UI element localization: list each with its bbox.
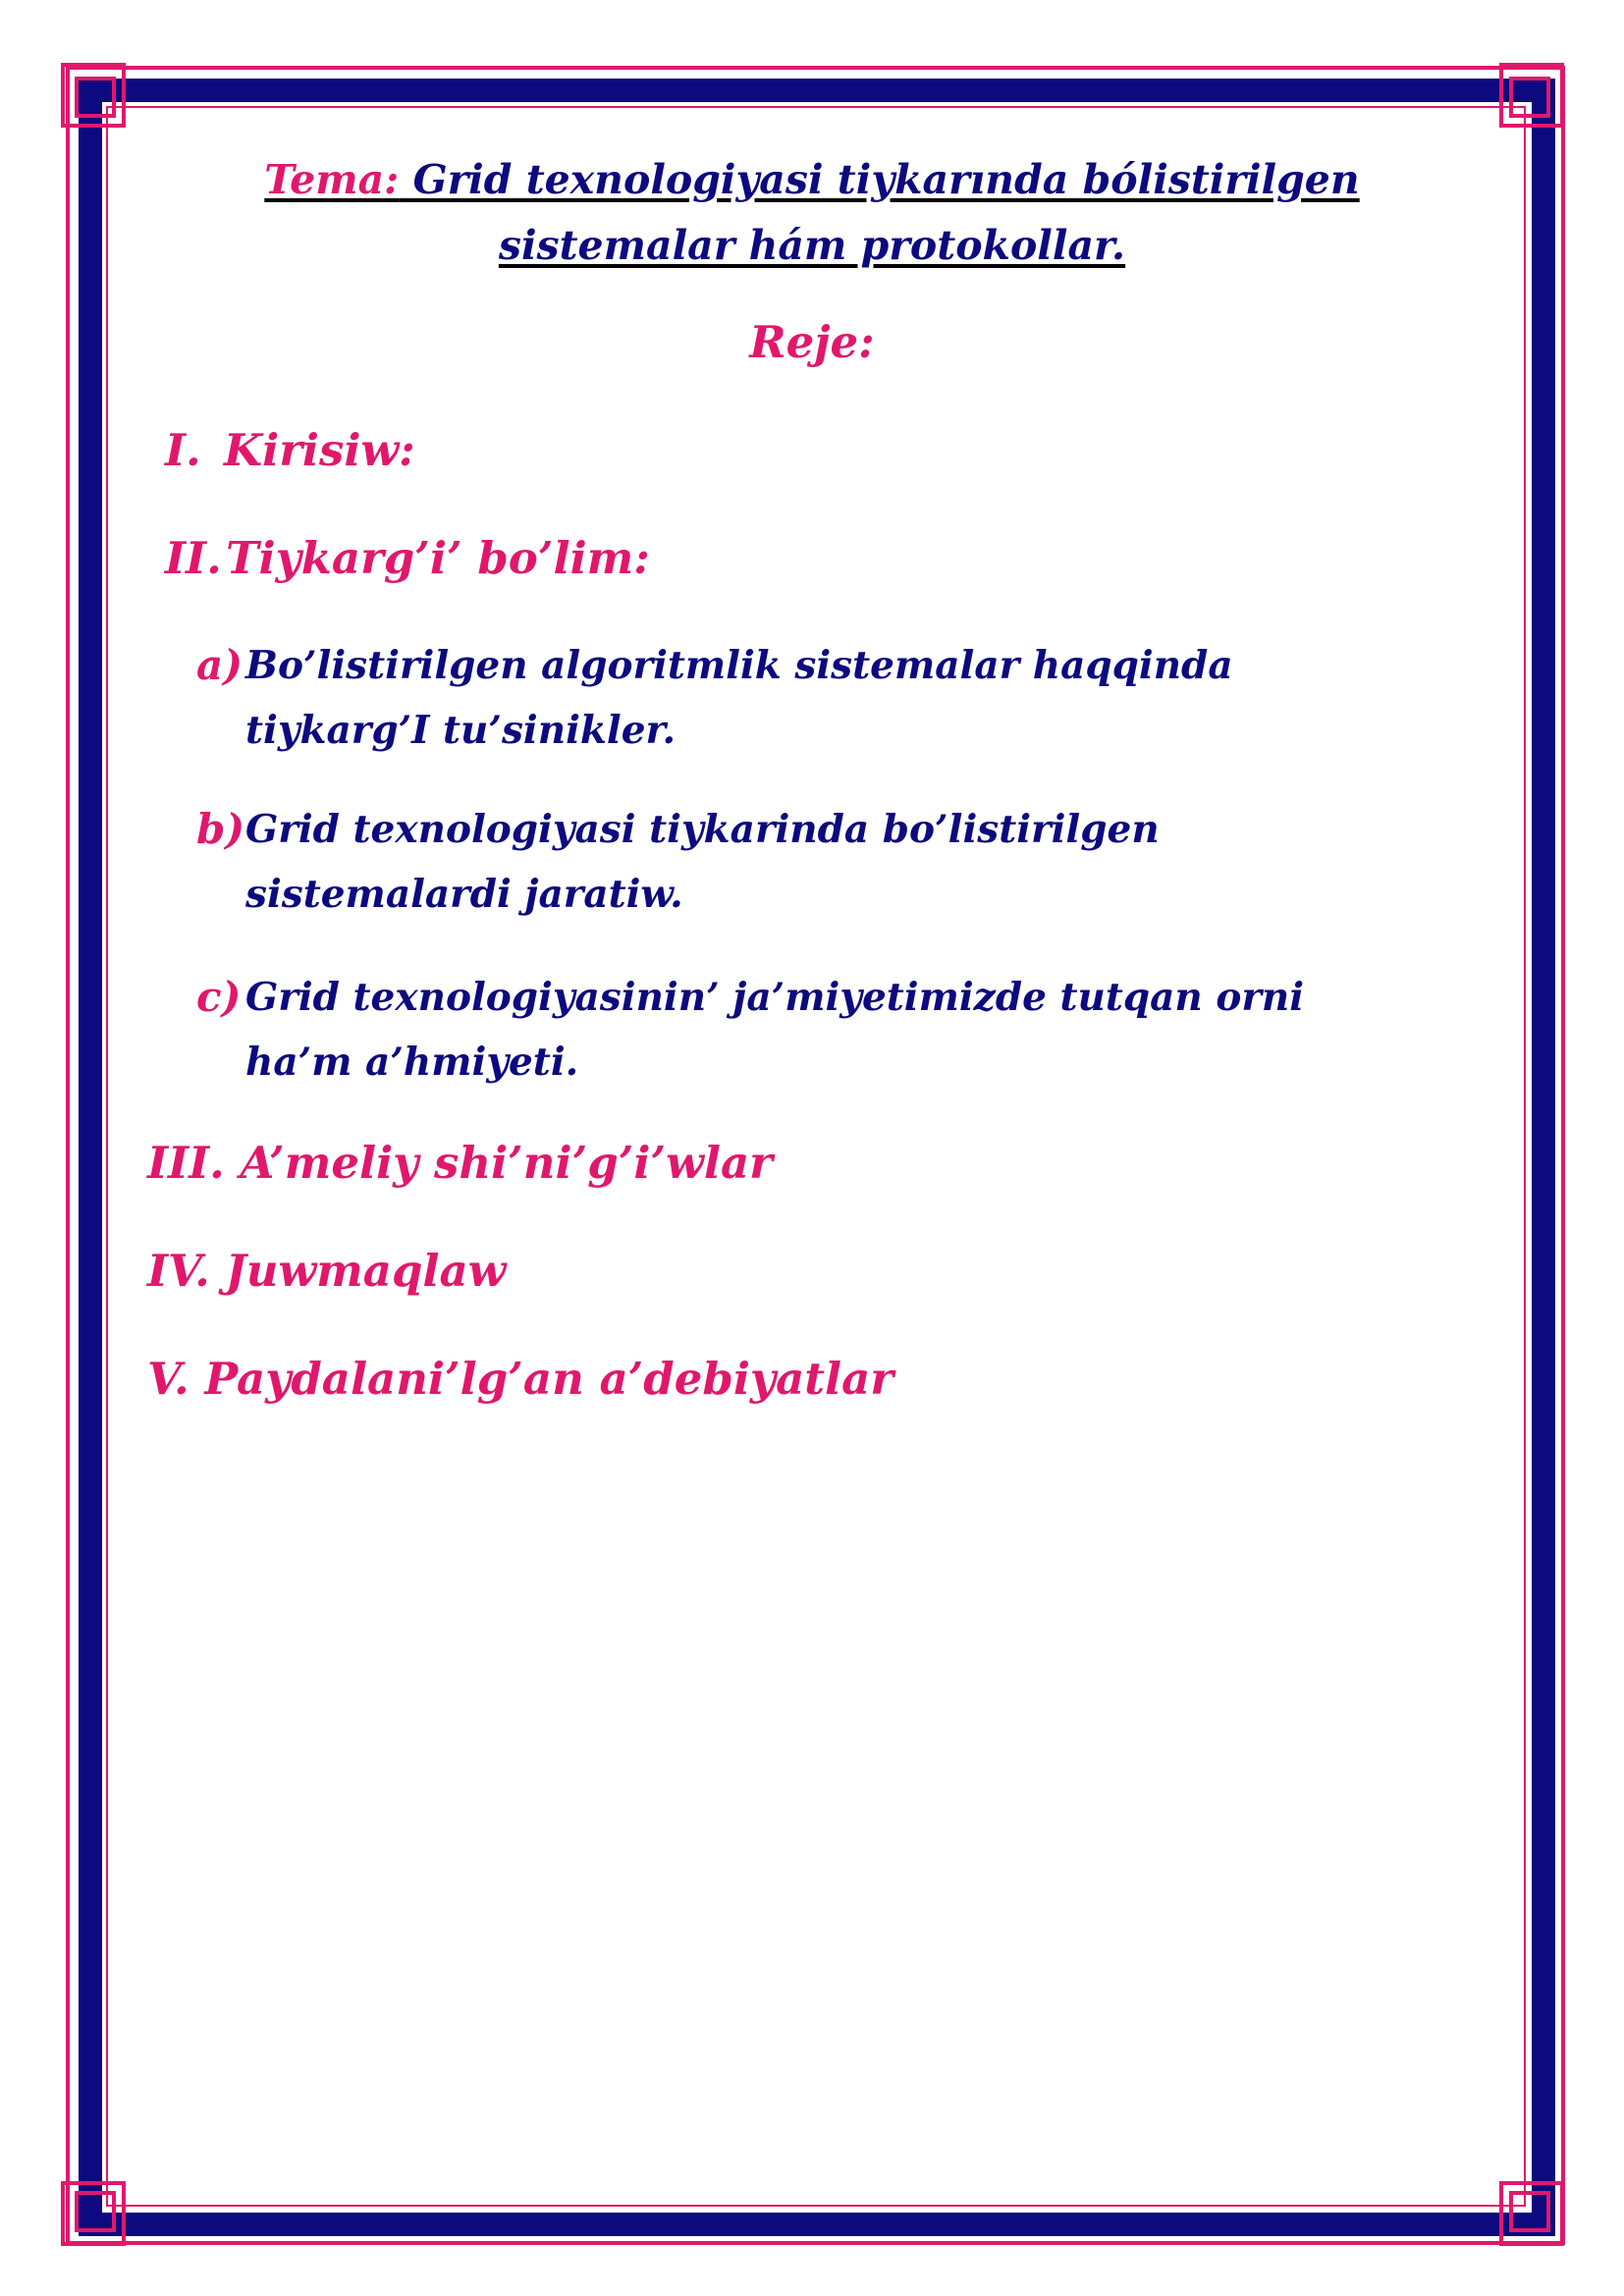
- corner-ornament-top-right: [1499, 63, 1564, 128]
- section-numeral: V.: [147, 1353, 189, 1405]
- section-numeral: IV.: [147, 1245, 210, 1297]
- subsection-item-b: [196, 797, 1424, 927]
- section-item-4: [147, 1245, 506, 1297]
- page-title: [147, 147, 1477, 279]
- section-item-1: [165, 424, 415, 476]
- title-text: Grid texnologiyasi tiykarında bólistirilgen sistemalar hám protokollar.: [412, 156, 1360, 269]
- corner-ornament-bottom-right: [1499, 2181, 1564, 2246]
- corner-ornament-bottom-left: [61, 2181, 126, 2246]
- corner-ornament-top-left: [61, 63, 126, 128]
- subsection-text: Grid texnologiyasinin’ ja’miyetimizde tutqan orni ha’m a’hmiyeti.: [245, 975, 1305, 1085]
- subsection-item-a: [196, 633, 1424, 763]
- section-label: Kirisiw:: [224, 424, 415, 476]
- section-item-2: [165, 532, 650, 584]
- section-label: Tiykarg’i’ bo’lim:: [226, 532, 650, 584]
- section-item-5: [147, 1353, 893, 1405]
- plan-heading: Reje:: [749, 316, 875, 368]
- subsection-text: Bo’listirilgen algoritmlik sistemalar haqqinda tiykarg’I tu’sinikler.: [245, 643, 1233, 753]
- subsection-letter: b): [196, 805, 245, 853]
- section-numeral: III.: [147, 1137, 225, 1189]
- section-label: A’meliy shi’ni’g’i’wlar: [240, 1137, 773, 1189]
- section-label: Paydalani’lg’an a’debiyatlar: [204, 1353, 893, 1405]
- subsection-letter: c): [196, 973, 242, 1021]
- section-numeral: II.: [165, 532, 222, 584]
- subsection-item-c: [196, 965, 1424, 1095]
- section-numeral: I.: [165, 424, 201, 476]
- subsection-text: Grid texnologiyasi tiykarinda bo’listirilgen sistemalardi jaratiw.: [245, 807, 1160, 917]
- section-item-3: [147, 1137, 773, 1189]
- section-label: Juwmaqlaw: [225, 1245, 507, 1297]
- subsection-letter: a): [196, 641, 244, 689]
- title-label: Tema:: [264, 156, 400, 203]
